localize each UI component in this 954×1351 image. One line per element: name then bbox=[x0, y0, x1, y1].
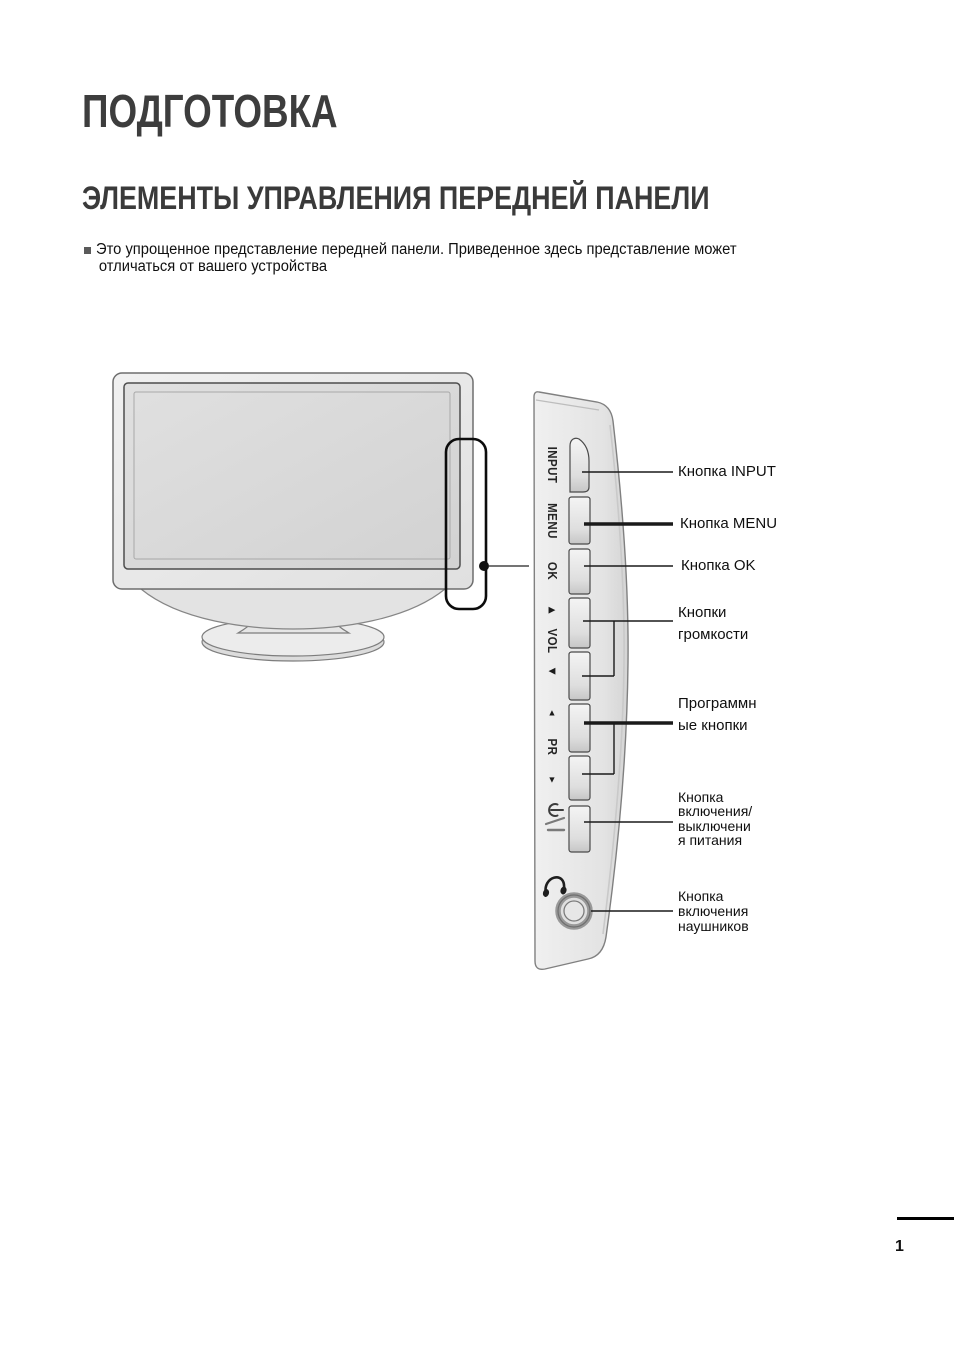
page-title: ПОДГОТОВКА bbox=[82, 85, 338, 137]
input-button-graphic bbox=[570, 438, 589, 492]
program-up-arrow-icon: ▲ bbox=[547, 707, 557, 718]
ok-button-graphic bbox=[569, 549, 590, 594]
callout-input: Кнопка INPUT bbox=[678, 463, 776, 480]
volume-down-arrow-icon: ◀ bbox=[548, 665, 556, 676]
program-down-button-graphic bbox=[569, 756, 590, 800]
panel-label-pr: PR bbox=[545, 738, 559, 756]
panel-label-vol: VOL bbox=[545, 628, 559, 654]
note-text bbox=[96, 241, 737, 275]
tv-screen bbox=[124, 383, 460, 569]
volume-up-button-graphic bbox=[569, 598, 590, 648]
note-line-1: Это упрощенное представление передней панели. Приведенное здесь представление может bbox=[96, 241, 737, 258]
callout-headphones: Кнопка включения наушников bbox=[678, 888, 749, 934]
panel-label-input: INPUT bbox=[545, 446, 559, 484]
callout-power: Кнопка включения/ выключени я питания bbox=[678, 789, 753, 848]
page-number: 1 bbox=[895, 1238, 904, 1255]
callout-menu: Кнопка MENU bbox=[680, 515, 778, 532]
callout-volume: Кнопки громкости bbox=[678, 604, 749, 643]
program-down-arrow-icon: ▼ bbox=[547, 774, 557, 785]
program-up-button-graphic bbox=[569, 704, 590, 752]
volume-up-arrow-icon: ▶ bbox=[548, 604, 556, 615]
section-title: ЭЛЕМЕНТЫ УПРАВЛЕНИЯ ПЕРЕДНЕЙ ПАНЕЛИ bbox=[82, 180, 710, 216]
bullet-square-icon bbox=[84, 247, 91, 254]
footer-rule bbox=[897, 1217, 954, 1220]
power-button-graphic bbox=[569, 806, 590, 852]
callout-dot bbox=[479, 561, 489, 571]
panel-label-ok: OK bbox=[545, 561, 559, 581]
panel-label-menu: MENU bbox=[545, 503, 559, 539]
tv-bottom-curve bbox=[141, 589, 445, 629]
callout-ok: Кнопка OK bbox=[681, 557, 756, 574]
callout-program: Программн ые кнопки bbox=[678, 695, 757, 734]
menu-button-graphic bbox=[569, 497, 590, 544]
tv-illustration bbox=[113, 373, 529, 661]
note-line-2: отличаться от вашего устройства bbox=[98, 258, 328, 275]
